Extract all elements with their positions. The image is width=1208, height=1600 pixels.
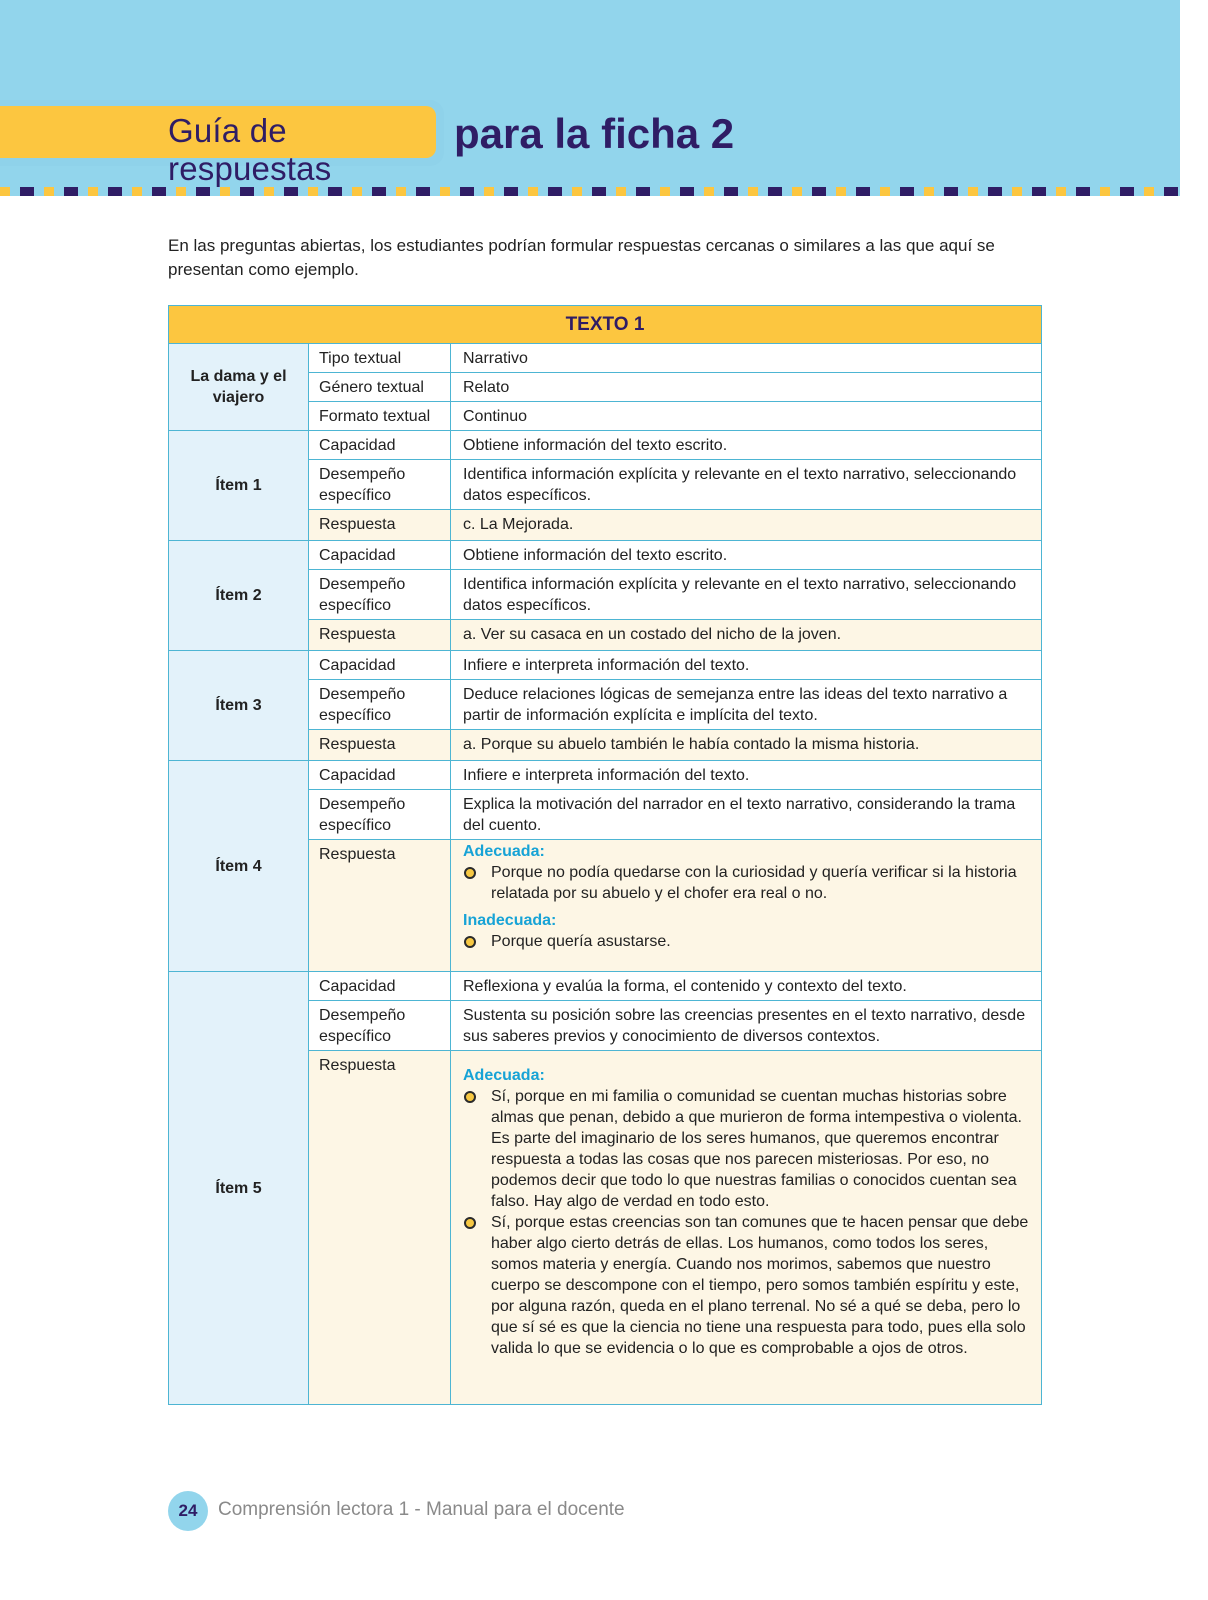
list-item: Porque no podía quedarse con la curiosidad y quería verificar si la historia relatada por su abuelo y el chofer era real o no. xyxy=(463,862,1029,904)
item-5-name: Ítem 5 xyxy=(169,971,309,1404)
formato-value: Continuo xyxy=(451,401,1041,430)
genero-label: Género textual xyxy=(309,372,451,401)
item-5-capacidad: Reflexiona y evalúa la forma, el contenido y contexto del texto. xyxy=(451,971,1041,1000)
formato-label: Formato textual xyxy=(309,401,451,430)
answer-table xyxy=(168,305,1042,1405)
item-5-desempeno: Sustenta su posición sobre las creencias presentes en el texto narrativo, desde sus saberes previos y conocimiento de diversos contextos. xyxy=(451,1000,1041,1050)
bullet-icon xyxy=(464,1217,476,1229)
item-4-desempeno: Explica la motivación del narrador en el texto narrativo, considerando la trama del cuento. xyxy=(451,789,1041,839)
item-1-respuesta: c. La Mejorada. xyxy=(451,509,1041,540)
item-2-desempeno: Identifica información explícita y relevante en el texto narrativo, seleccionando datos específicos. xyxy=(451,569,1041,619)
item-3-desempeno: Deduce relaciones lógicas de semejanza entre las ideas del texto narrativo a partir de información explícita e implícita del texto. xyxy=(451,679,1041,729)
item-3-name: Ítem 3 xyxy=(169,650,309,760)
item-5-desempeno-label: Desempeño específico xyxy=(309,1000,451,1050)
item-2-capacidad: Obtiene información del texto escrito. xyxy=(451,540,1041,569)
item-1-desempeno-label: Desempeño específico xyxy=(309,459,451,509)
title-tab xyxy=(0,100,444,187)
item-4-capacidad: Infiere e interpreta información del texto. xyxy=(451,760,1041,789)
bullet-icon xyxy=(464,867,476,879)
table-header: TEXTO 1 xyxy=(169,306,1041,343)
tab-label: Guía de respuestas xyxy=(168,112,332,187)
tipo-label: Tipo textual xyxy=(309,343,451,372)
item-3-capacidad: Infiere e interpreta información del texto. xyxy=(451,650,1041,679)
bullet-icon xyxy=(464,936,476,948)
item-5-respuesta xyxy=(451,1050,1041,1404)
list-item: Sí, porque en mi familia o comunidad se cuentan muchas historias sobre almas que penan, debido a que murieron de forma intempestiva o violenta. Es parte del imaginario de los seres humanos, que queremos encontrar respuesta a todas las cosas que nos parecen misteriosas. Por eso, no podemos decir que todo lo que nuestras familias o conocidos cuentan sea falso. Hay algo de verdad en todo esto. xyxy=(463,1086,1029,1212)
genero-value: Relato xyxy=(451,372,1041,401)
item-3-respuesta: a. Porque su abuelo también le había contado la misma historia. xyxy=(451,729,1041,760)
item-2-respuesta-label: Respuesta xyxy=(309,619,451,650)
bullet-icon xyxy=(464,1091,476,1103)
item-2-desempeno-label: Desempeño específico xyxy=(309,569,451,619)
item-1-respuesta-label: Respuesta xyxy=(309,509,451,540)
title-tab-fill xyxy=(0,106,436,187)
item-1-capacidad-label: Capacidad xyxy=(309,430,451,459)
item-4-desempeno-label: Desempeño específico xyxy=(309,789,451,839)
item-4-respuesta-label: Respuesta xyxy=(309,839,451,971)
dashed-divider xyxy=(0,187,1180,196)
item-3-desempeno-label: Desempeño específico xyxy=(309,679,451,729)
item-3-capacidad-label: Capacidad xyxy=(309,650,451,679)
page-title: para la ficha 2 xyxy=(454,110,735,157)
item-2-name: Ítem 2 xyxy=(169,540,309,650)
text-name-cell: La dama y el viajero xyxy=(169,343,309,430)
list-item: Porque quería asustarse. xyxy=(463,931,1029,952)
item-3-respuesta-label: Respuesta xyxy=(309,729,451,760)
item-5-respuesta-label: Respuesta xyxy=(309,1050,451,1404)
item-5-adecuada-label: Adecuada: xyxy=(463,1067,545,1084)
item-1-name: Ítem 1 xyxy=(169,430,309,540)
item-2-capacidad-label: Capacidad xyxy=(309,540,451,569)
item-4-capacidad-label: Capacidad xyxy=(309,760,451,789)
item-4-name: Ítem 4 xyxy=(169,760,309,971)
item-1-desempeno: Identifica información explícita y relevante en el texto narrativo, seleccionando datos específicos. xyxy=(451,459,1041,509)
footer-text: Comprensión lectora 1 - Manual para el docente xyxy=(218,1499,625,1520)
item-4-adecuada-label: Adecuada: xyxy=(463,843,545,860)
page-number: 24 xyxy=(168,1491,208,1531)
item-1-capacidad: Obtiene información del texto escrito. xyxy=(451,430,1041,459)
list-item: Sí, porque estas creencias son tan comunes que te hacen pensar que debe haber algo cierto detrás de ellas. Los humanos, como todos los seres, somos materia y energía. Cuando nos morimos, sabemos que nuestro cuerpo se descompone con el tiempo, pero somos también espíritu y este, por alguna razón, queda en el plano terrenal. No sé a qué se deba, pero lo que sí sé es que la ciencia no tiene una respuesta para todo, pues ella solo valida lo que se evidencia o lo que es comprobable a ojos de otros. xyxy=(463,1212,1029,1359)
tipo-value: Narrativo xyxy=(451,343,1041,372)
item-4-respuesta xyxy=(451,839,1041,971)
item-4-inadecuada-label: Inadecuada: xyxy=(463,912,557,929)
item-5-capacidad-label: Capacidad xyxy=(309,971,451,1000)
intro-paragraph: En las preguntas abiertas, los estudiantes podrían formular respuestas cercanas o similares a las que aquí se presentan como ejemplo. xyxy=(168,236,995,279)
item-2-respuesta: a. Ver su casaca en un costado del nicho de la joven. xyxy=(451,619,1041,650)
